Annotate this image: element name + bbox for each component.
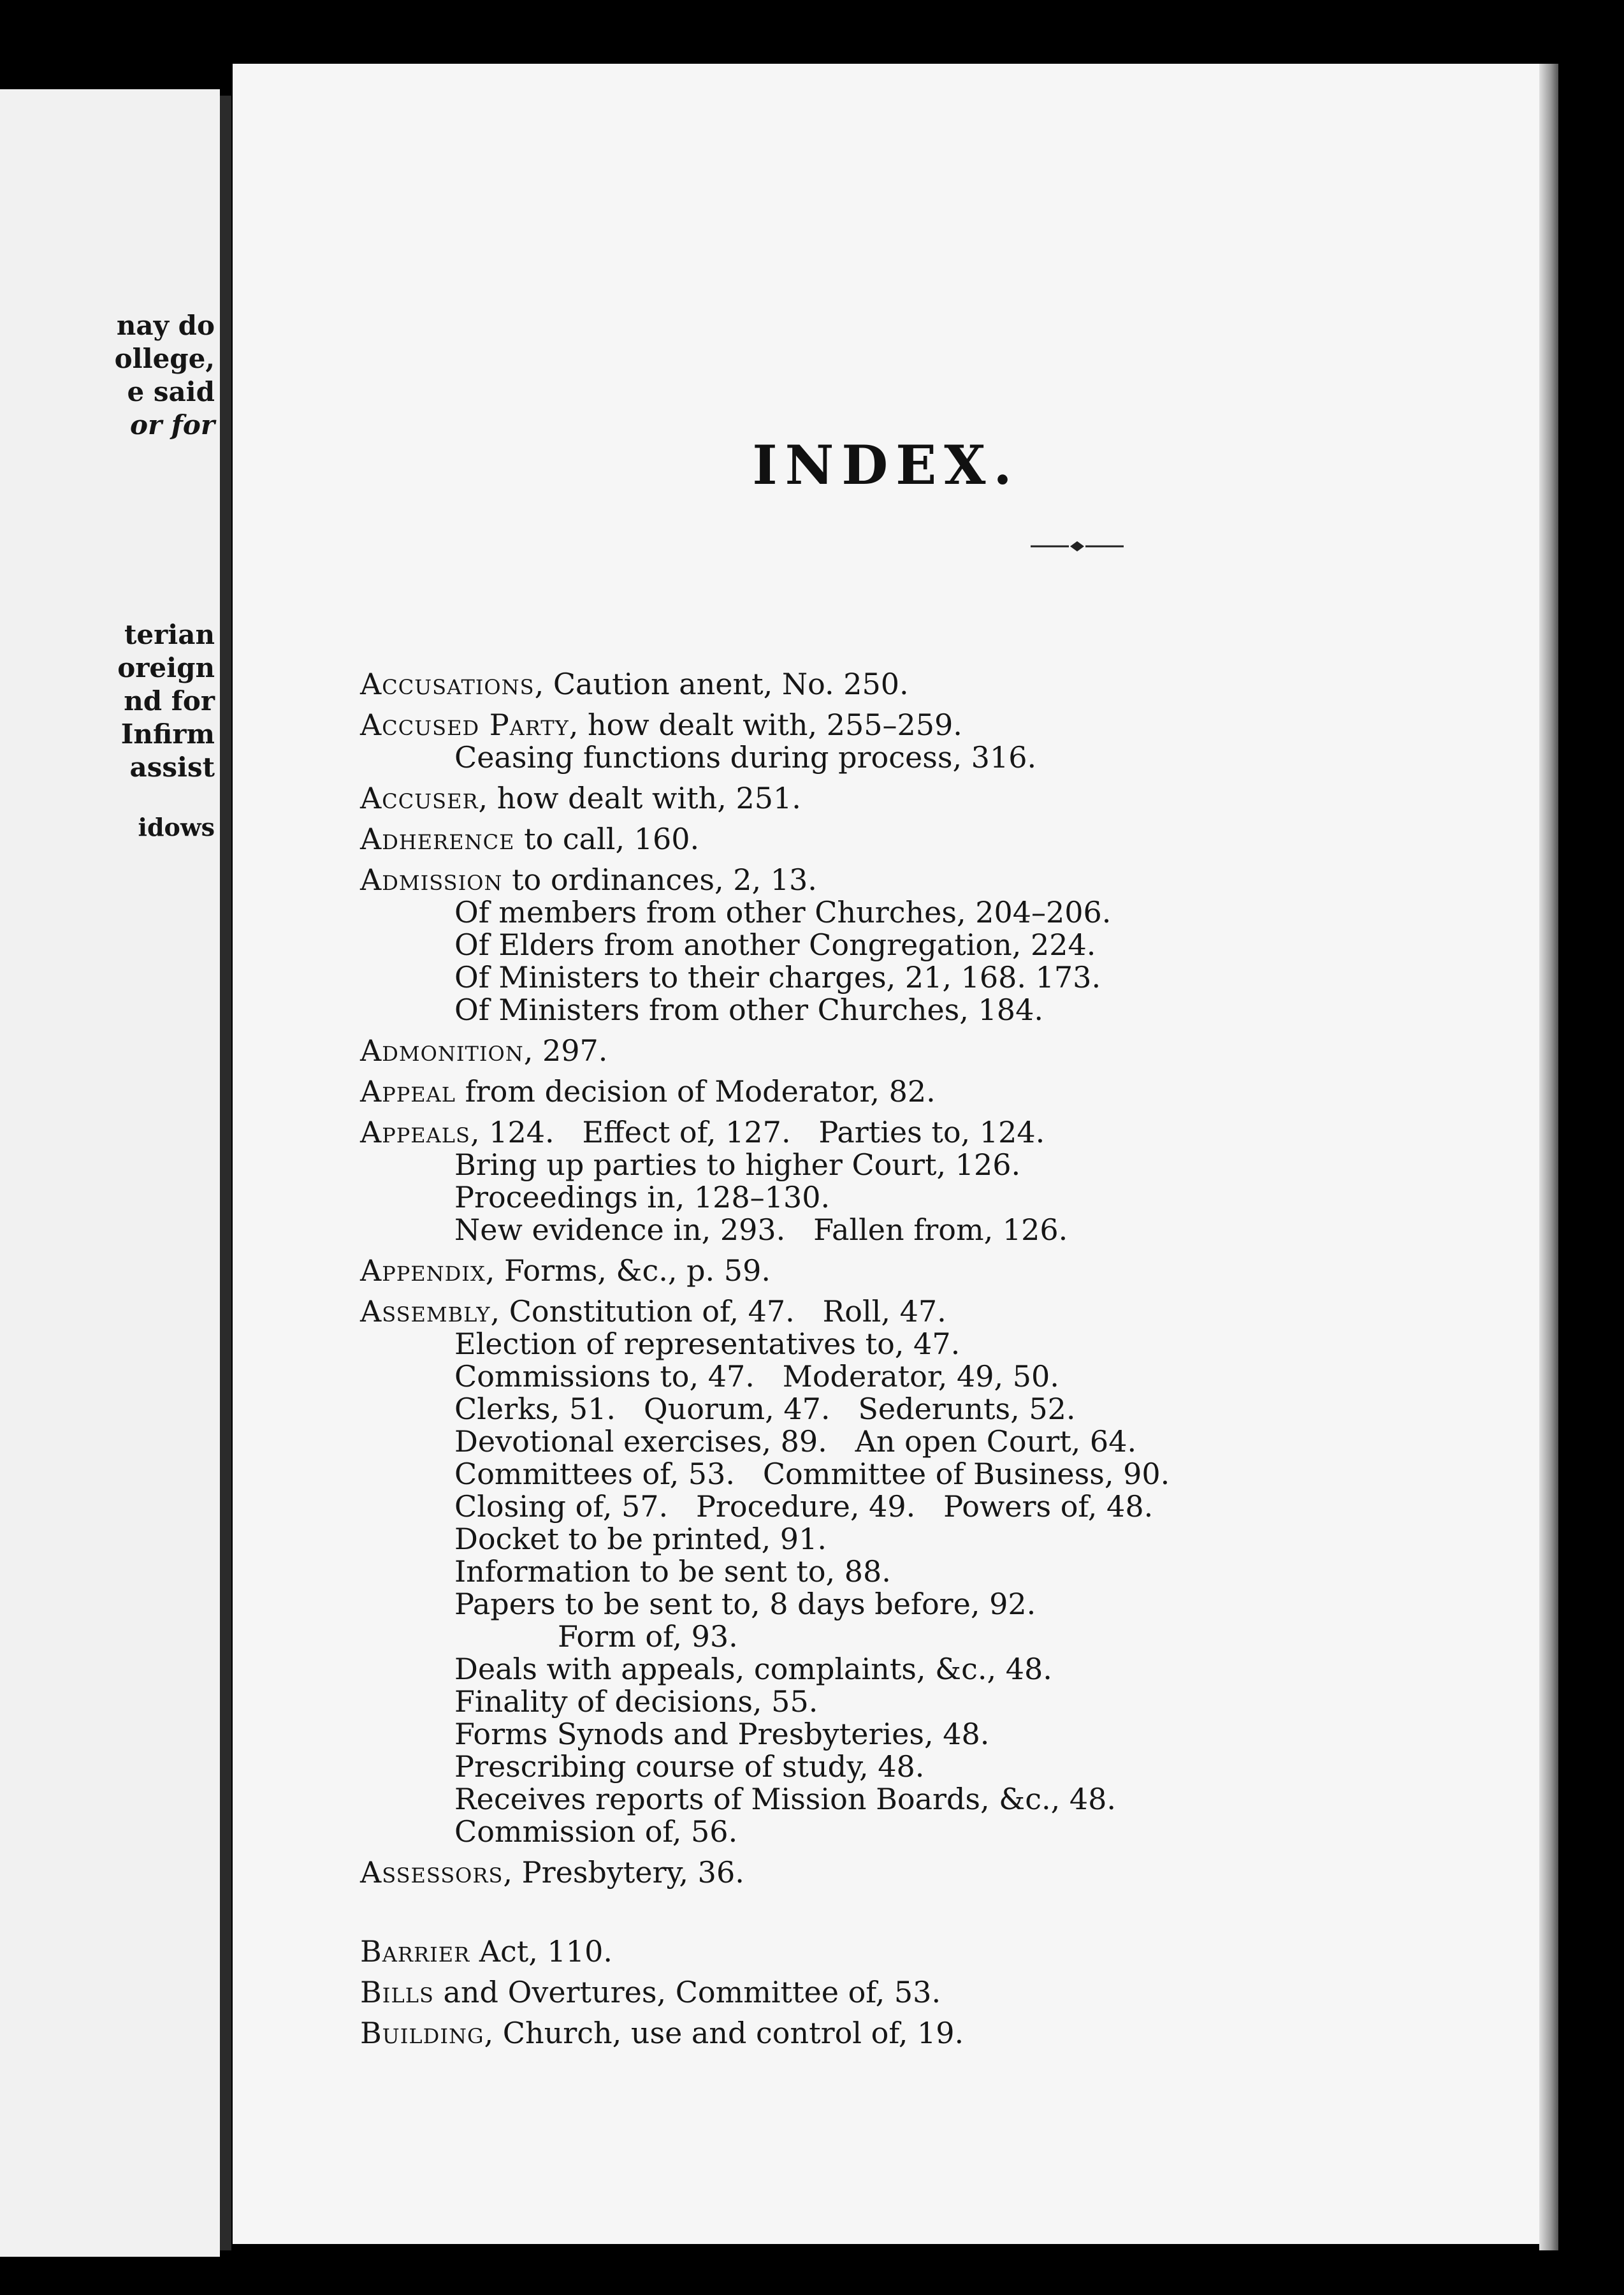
entry-subline: Proceedings in, 128–130. <box>454 1180 830 1214</box>
entry-subline: Bring up parties to higher Court, 126. <box>454 1148 1021 1182</box>
entry-heading: Appeals <box>360 1115 470 1149</box>
left-page-fragment: Infirm <box>120 718 215 750</box>
entry-text: , Constitution of, 47. Roll, 47. <box>490 1294 946 1329</box>
index-entry <box>360 1255 1444 1287</box>
entry-heading: Adherence <box>360 822 515 856</box>
entry-text: Act, 110. <box>470 1934 613 1969</box>
entry-subline: Of Ministers to their charges, 21, 168. 173. <box>454 960 1101 994</box>
left-page-fragment: e said <box>127 376 215 407</box>
entry-text: , 124. Effect of, 127. Parties to, 124. <box>470 1115 1045 1149</box>
section-gap <box>360 1897 1444 1935</box>
index-entry <box>360 1116 1444 1246</box>
entry-text: from decision of Moderator, 82. <box>456 1074 936 1109</box>
left-page-fragment: oreign <box>117 652 215 683</box>
entry-subline: Form of, 93. <box>558 1619 738 1654</box>
entry-subline: Of Ministers from other Churches, 184. <box>454 993 1043 1027</box>
entry-text: , Caution anent, No. 250. <box>534 667 909 701</box>
index-entry <box>360 1935 1444 1968</box>
left-page-fragment: nay do <box>116 310 215 341</box>
entry-subline: Election of representatives to, 47. <box>454 1327 961 1361</box>
entry-subline: Receives reports of Mission Boards, &c., 48. <box>454 1782 1117 1816</box>
entry-subline: Finality of decisions, 55. <box>454 1684 818 1719</box>
entry-subline: Deals with appeals, complaints, &c., 48. <box>454 1652 1052 1686</box>
left-page-fragment: nd for <box>124 685 215 717</box>
ornament-divider-icon <box>1029 537 1125 556</box>
page-edge <box>1539 64 1558 2250</box>
entry-subline: New evidence in, 293. Fallen from, 126. <box>454 1213 1068 1247</box>
entry-heading: Appendix <box>360 1253 486 1288</box>
index-page <box>233 64 1539 2244</box>
entry-heading: Barrier <box>360 1934 470 1969</box>
entry-text: , how dealt with, 251. <box>478 781 801 815</box>
entry-heading: Admonition <box>360 1033 524 1068</box>
left-page-fragment: terian <box>124 619 215 650</box>
index-entry <box>360 668 1444 701</box>
left-page-fragment: ollege, <box>114 343 215 374</box>
entry-heading: Accused Party <box>360 708 569 742</box>
entry-subline: Information to be sent to, 88. <box>454 1554 891 1589</box>
entry-heading: Accusations <box>360 667 535 701</box>
entry-subline: Closing of, 57. Procedure, 49. Powers of, 48. <box>454 1489 1154 1524</box>
entry-subline: Ceasing functions during process, 316. <box>454 740 1037 775</box>
index-entry <box>360 709 1444 774</box>
entry-subline: Prescribing course of study, 48. <box>454 1749 925 1784</box>
index-entry <box>360 1295 1444 1848</box>
entry-subline: Clerks, 51. Quorum, 47. Sederunts, 52. <box>454 1392 1076 1426</box>
entry-text: , 297. <box>523 1033 608 1068</box>
entry-heading: Assessors <box>360 1855 504 1890</box>
entry-subline: Committees of, 53. Committee of Business, 90. <box>454 1457 1170 1491</box>
entry-subline: Of members from other Churches, 204–206. <box>454 895 1112 929</box>
left-page-fragment: assist <box>129 752 215 783</box>
index-entry <box>360 1856 1444 1889</box>
index-entry <box>360 864 1444 1026</box>
entry-heading: Accuser <box>360 781 479 815</box>
index-entry <box>360 2017 1444 2050</box>
entry-heading: Assembly <box>360 1294 491 1329</box>
entry-heading: Appeal <box>360 1074 456 1109</box>
entry-subline: Docket to be printed, 91. <box>454 1522 827 1556</box>
entry-text: and Overtures, Committee of, 53. <box>433 1975 941 2009</box>
entry-text: , Forms, &c., p. 59. <box>485 1253 771 1288</box>
entry-subline: Forms Synods and Presbyteries, 48. <box>454 1717 990 1751</box>
left-page-fragment: idows <box>138 813 215 841</box>
page-title: INDEX. <box>752 433 1020 497</box>
entry-text: , Presbytery, 36. <box>503 1855 744 1890</box>
index-entry <box>360 1075 1444 1108</box>
entry-heading: Building <box>360 2016 484 2050</box>
left-page <box>0 89 220 2257</box>
index-entry <box>360 1035 1444 1067</box>
entry-subline: Commissions to, 47. Moderator, 49, 50. <box>454 1359 1059 1394</box>
left-page-fragment: or for <box>130 409 215 441</box>
entry-heading: Admission <box>360 863 503 897</box>
book-gutter <box>220 96 231 2250</box>
entry-subline: Devotional exercises, 89. An open Court, 64. <box>454 1424 1137 1459</box>
index-list <box>360 668 1444 2058</box>
entry-subline: Papers to be sent to, 8 days before, 92. <box>454 1587 1036 1621</box>
index-entry <box>360 782 1444 815</box>
entry-text: to call, 160. <box>514 822 700 856</box>
entry-subline: Commission of, 56. <box>454 1814 738 1849</box>
entry-heading: Bills <box>360 1975 434 2009</box>
entry-text: to ordinances, 2, 13. <box>502 863 817 897</box>
entry-text: , how dealt with, 255–259. <box>569 708 962 742</box>
entry-subline: Of Elders from another Congregation, 224. <box>454 928 1096 962</box>
index-entry <box>360 1976 1444 2009</box>
index-entry <box>360 823 1444 856</box>
entry-text: , Church, use and control of, 19. <box>484 2016 964 2050</box>
